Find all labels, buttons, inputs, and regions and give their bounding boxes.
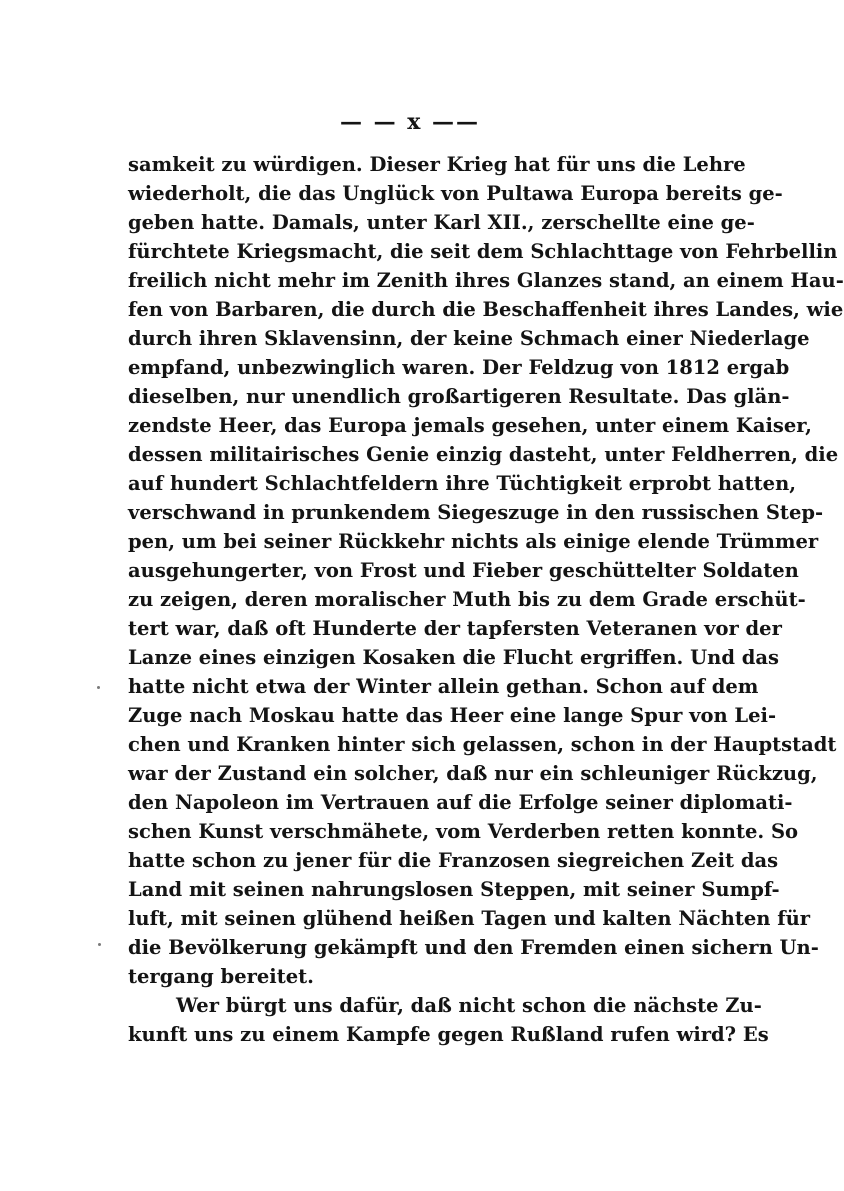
- text-line: fen von Barbaren, die durch die Beschaffenheit ihres Landes, wie: [128, 298, 844, 321]
- text-line: dessen militairisches Genie einzig dasteht, unter Feldherren, die: [128, 443, 839, 466]
- text-line: schen Kunst verschmähete, vom Verderben retten konnte. So: [128, 820, 799, 843]
- text-line: tergang bereitet.: [128, 965, 314, 988]
- text-line: war der Zustand ein solcher, daß nur ein schleuniger Rückzug,: [128, 762, 818, 785]
- text-line: den Napoleon im Vertrauen auf die Erfolge seiner diplomati-: [128, 791, 793, 814]
- text-line: kunft uns zu einem Kampfe gegen Rußland rufen wird? Es: [128, 1023, 769, 1046]
- text-line: zu zeigen, deren moralischer Muth bis zu dem Grade erschüt-: [128, 588, 806, 611]
- paragraph-2: [128, 991, 769, 1049]
- text-line: chen und Kranken hinter sich gelassen, schon in der Hauptstadt: [128, 733, 837, 756]
- page-number-header: — — x ——: [339, 109, 481, 135]
- body-text: [128, 150, 844, 1049]
- text-line: durch ihren Sklavensinn, der keine Schmach einer Niederlage: [128, 327, 810, 350]
- paragraph-1: [128, 150, 844, 991]
- text-line: hatte nicht etwa der Winter allein gethan. Schon auf dem: [128, 675, 759, 698]
- text-line: luft, mit seinen glühend heißen Tagen und kalten Nächten für: [128, 907, 811, 930]
- text-line: Land mit seinen nahrungslosen Steppen, mit seiner Sumpf-: [128, 878, 780, 901]
- text-line: freilich nicht mehr im Zenith ihres Glanzes stand, an einem Hau-: [128, 269, 844, 292]
- text-line: tert war, daß oft Hunderte der tapfersten Veteranen vor der: [128, 617, 782, 640]
- text-line: auf hundert Schlachtfeldern ihre Tüchtigkeit erprobt hatten,: [128, 472, 797, 495]
- text-line: Zuge nach Moskau hatte das Heer eine lange Spur von Lei-: [128, 704, 777, 727]
- text-line: die Bevölkerung gekämpft und den Fremden einen sichern Un-: [128, 936, 819, 959]
- text-line: samkeit zu würdigen. Dieser Krieg hat für uns die Lehre: [128, 153, 746, 176]
- text-line: pen, um bei seiner Rückkehr nichts als einige elende Trümmer: [128, 530, 819, 553]
- text-line: Wer bürgt uns dafür, daß nicht schon die nächste Zu-: [176, 994, 762, 1017]
- text-line: fürchtete Kriegsmacht, die seit dem Schlachttage von Fehrbellin: [128, 240, 838, 263]
- text-line: Lanze eines einzigen Kosaken die Flucht ergriffen. Und das: [128, 646, 779, 669]
- text-line: dieselben, nur unendlich großartigeren Resultate. Das glän-: [128, 385, 790, 408]
- text-line: hatte schon zu jener für die Franzosen siegreichen Zeit das: [128, 849, 779, 872]
- text-line: empfand, unbezwinglich waren. Der Feldzug von 1812 ergab: [128, 356, 790, 379]
- text-line: ausgehungerter, von Frost und Fieber geschüttelter Soldaten: [128, 559, 799, 582]
- text-line: wiederholt, die das Unglück von Pultawa Europa bereits ge-: [128, 182, 783, 205]
- text-line: zendste Heer, das Europa jemals gesehen, unter einem Kaiser,: [128, 414, 812, 437]
- paper-speck: [98, 943, 101, 946]
- text-line: verschwand in prunkendem Siegeszuge in den russischen Step-: [128, 501, 824, 524]
- text-line: geben hatte. Damals, unter Karl XII., zerschellte eine ge-: [128, 211, 755, 234]
- paper-speck: [97, 686, 100, 689]
